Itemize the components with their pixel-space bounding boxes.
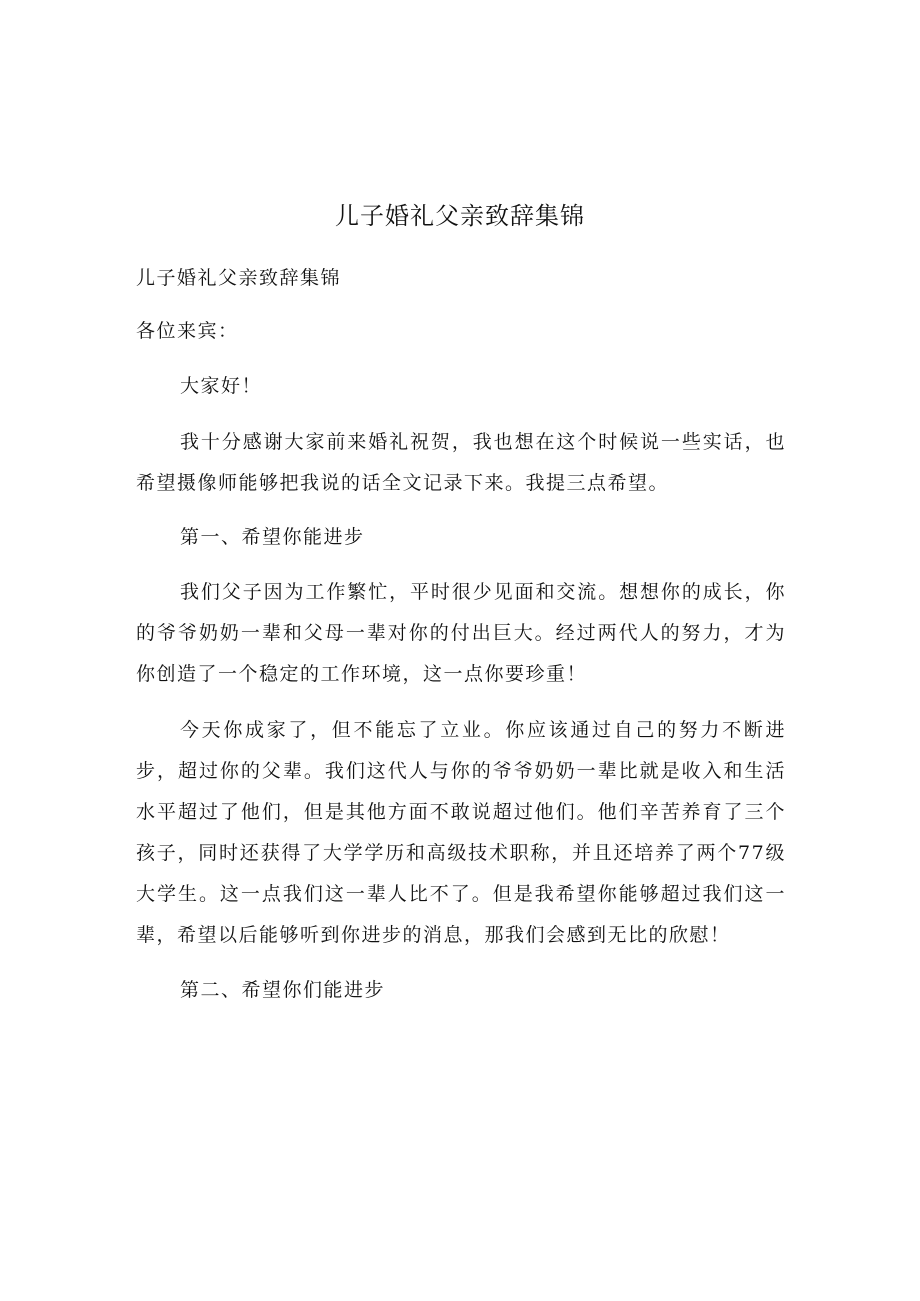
greeting: 大家好！ <box>180 375 263 397</box>
paragraph-first-hope: 我们父子因为工作繁忙，平时很少见面和交流。想想你的成长，你的爷爷奶奶一辈和父母一辈对你的付出巨大。经过两代人的努力，才为你创造了一个稳定的工作环境，这一点你要珍重！ <box>136 581 786 685</box>
heading-first-hope: 第一、希望你能进步 <box>180 526 365 548</box>
paragraph-thanks: 我十分感谢大家前来婚礼祝贺，我也想在这个时候说一些实话，也希望摄像师能够把我说的话全文记录下来。我提三点希望。 <box>136 431 786 494</box>
paragraph-career: 今天你成家了，但不能忘了立业。你应该通过自己的努力不断进步，超过你的父辈。我们这代人与你的爷爷奶奶一辈比就是收入和生活水平超过了他们，但是其他方面不敢说超过他们。他们辛苦养育了三个孩子，同时还获得了大学学历和高级技术职称，并且还培养了两个77级大学生。这一点我们这一辈人比不了。但是我希望你能够超过我们这一辈，希望以后能够听到你进步的消息，那我们会感到无比的欣慰！ <box>136 719 786 946</box>
heading-second-hope: 第二、希望你们能进步 <box>180 979 386 1001</box>
document-title: 儿子婚礼父亲致辞集锦 <box>335 202 585 230</box>
salutation: 各位来宾： <box>136 320 239 342</box>
document-subtitle: 儿子婚礼父亲致辞集锦 <box>136 267 342 289</box>
